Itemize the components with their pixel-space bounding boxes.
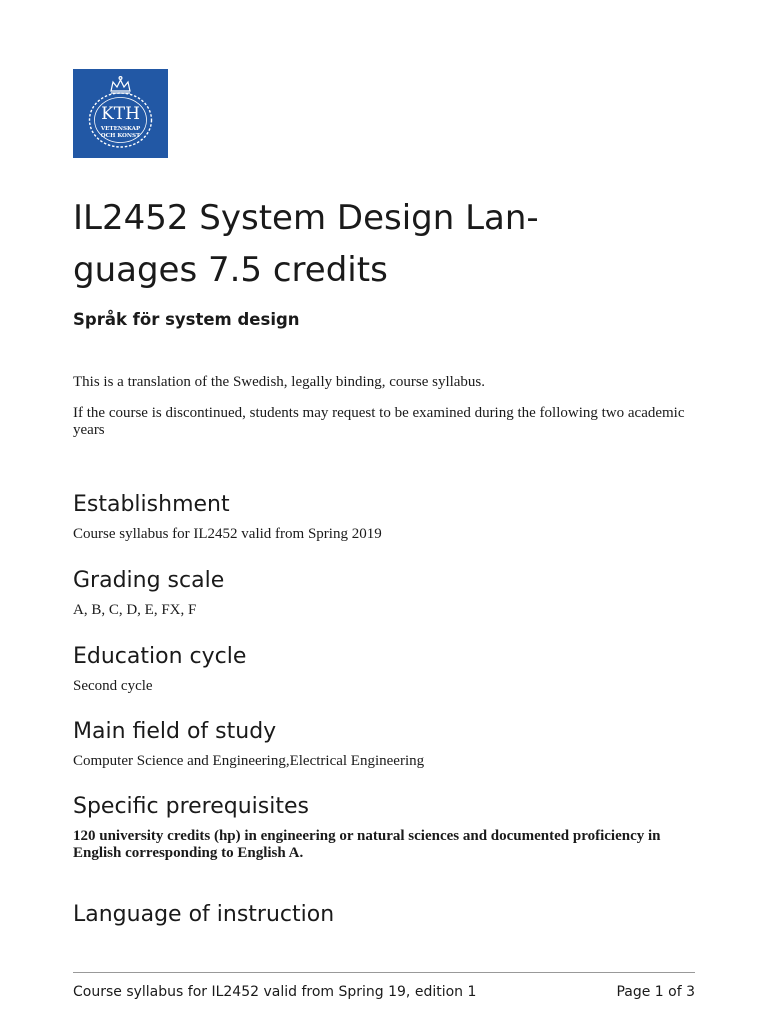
logo-motto-line2: OCH KONST	[100, 133, 141, 139]
section-specific-prerequisites	[73, 792, 703, 862]
section-main-field	[73, 717, 703, 770]
section-heading: Education cycle	[73, 644, 247, 669]
footer-divider	[73, 972, 695, 973]
section-language-of-instruction	[73, 900, 703, 930]
section-heading: Language of instruction	[73, 902, 335, 927]
footer-page-number: Page 1 of 3	[616, 984, 695, 1000]
section-text: 120 university credits (hp) in engineering or natural sciences and documented proficiency in English corresponding to English A.	[73, 828, 661, 861]
section-heading: Grading scale	[73, 568, 225, 593]
kth-seal-icon	[73, 69, 168, 158]
section-heading: Main field of study	[73, 719, 277, 744]
section-text: Computer Science and Engineering,Electrical Engineering	[73, 753, 425, 769]
intro-block	[73, 374, 701, 453]
footer-edition: Course syllabus for IL2452 valid from Spring 19, edition 1	[73, 984, 477, 1000]
discontinued-note: If the course is discontinued, students may request to be examined during the following two academic years	[73, 405, 685, 438]
logo-motto-line1: VETENSKAP	[100, 126, 141, 132]
section-grading-scale	[73, 566, 703, 619]
section-establishment	[73, 490, 703, 543]
course-title-line2: guages 7.5 credits	[73, 250, 388, 290]
section-text: A, B, C, D, E, FX, F	[73, 602, 197, 618]
kth-logo	[73, 69, 168, 158]
course-title-line1: IL2452 System Design Lan-	[73, 198, 539, 238]
section-education-cycle	[73, 642, 703, 695]
section-heading: Establishment	[73, 492, 230, 517]
logo-name: KTH	[101, 104, 140, 124]
section-text: Course syllabus for IL2452 valid from Spring 2019	[73, 526, 382, 542]
section-heading: Specific prerequisites	[73, 794, 309, 819]
section-text: Second cycle	[73, 678, 153, 694]
translation-note: This is a translation of the Swedish, legally binding, course syllabus.	[73, 374, 486, 390]
swedish-title: Språk för system design	[73, 310, 300, 329]
course-title	[73, 192, 713, 296]
